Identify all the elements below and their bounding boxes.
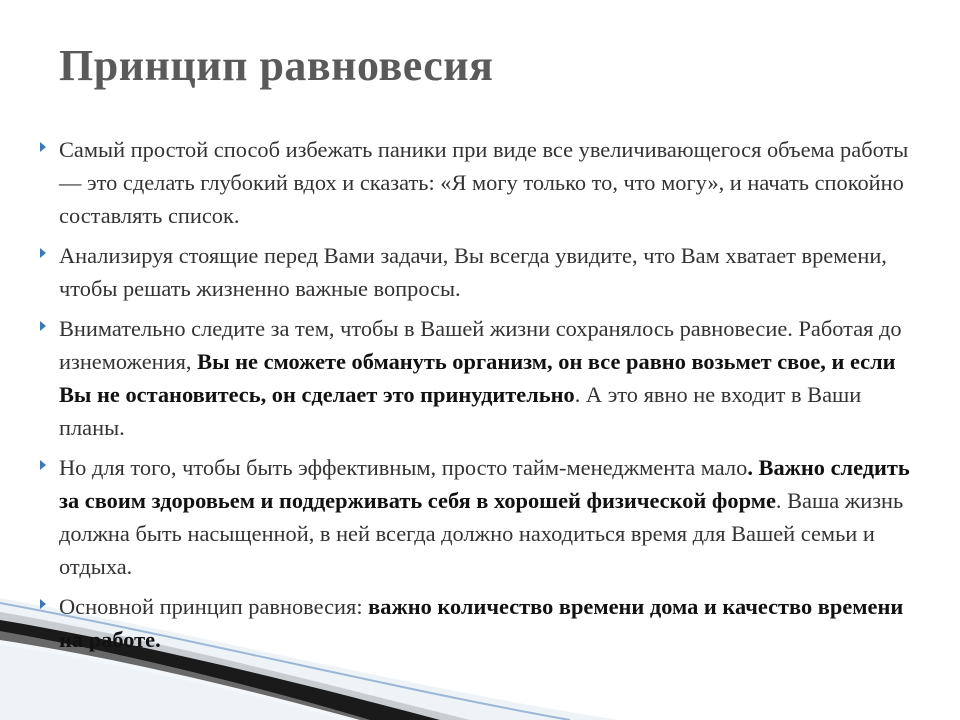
bullet-text [59, 594, 903, 652]
bullet-text [59, 316, 902, 440]
slide-title: Принцип равновесия [59, 41, 494, 90]
bullet-text [59, 137, 908, 228]
bullet-item [38, 133, 918, 232]
bullet-text-regular: Основной принцип равновесия: [59, 594, 369, 619]
bullet-text-regular: . А это явно не входит в Ваши планы. [59, 382, 862, 440]
bullet-text [59, 455, 910, 579]
triangle-bullet-icon [40, 321, 46, 331]
bullet-item [38, 239, 918, 305]
bullet-item [38, 590, 918, 656]
bullet-text-regular: Но для того, чтобы быть эффективным, просто тайм-менеджмента мало [59, 455, 748, 480]
triangle-bullet-icon [40, 142, 46, 152]
bullet-item [38, 312, 918, 444]
bullet-text-regular: Самый простой способ избежать паники при виде все увеличивающегося объема работы — это сделать глубокий вдох и сказать: «Я могу только то, что могу», и начать спокойно составлять список. [59, 137, 909, 228]
bullet-text-regular: Внимательно следите за тем, чтобы в Вашей жизни сохранялось равновесие. Работая до изнеможения, [59, 316, 902, 374]
triangle-bullet-icon [40, 248, 46, 258]
bullet-text-bold: Вы не сможете обмануть организм, он все равно возьмет свое, и если Вы не остановитесь, он сделает это принудительно [59, 349, 896, 407]
bullet-text-bold: важно количество времени дома и качество времени на работе. [59, 594, 904, 652]
triangle-bullet-icon [40, 599, 46, 609]
triangle-bullet-icon [40, 460, 46, 470]
bullet-item [38, 451, 918, 583]
bullet-text [59, 243, 887, 301]
bullet-text-regular: Анализируя стоящие перед Вами задачи, Вы всегда увидите, что Вам хватает времени, чтобы решать жизненно важные вопросы. [59, 243, 887, 301]
bullet-text-regular: . Ваша жизнь должна быть насыщенной, в ней всегда должно находиться время для Вашей семьи и отдыха. [59, 488, 904, 579]
bullet-list [38, 133, 918, 663]
bullet-text-bold: . Важно следить за своим здоровьем и поддерживать себя в хорошей физической форме [59, 455, 910, 513]
